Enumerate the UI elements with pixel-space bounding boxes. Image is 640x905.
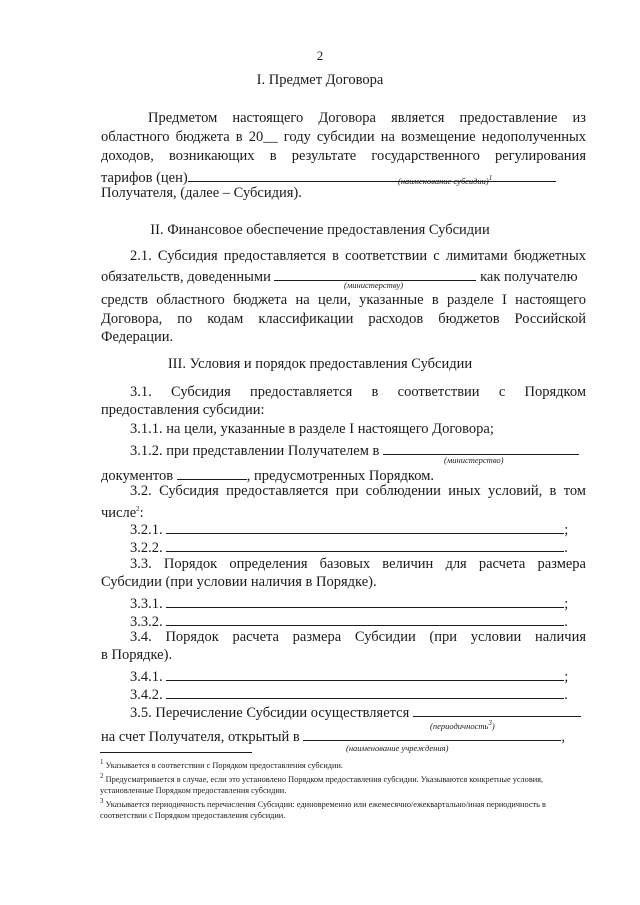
subsidy-name-caption: (наименование субсидии)$^1$ — [398, 174, 493, 186]
item-3-3-2: 3.3.2. . — [130, 611, 568, 631]
base-value-3-3-1-field[interactable] — [166, 593, 564, 608]
subsidy-name-field[interactable] — [188, 167, 556, 182]
item-3-4-2: 3.4.2. . — [130, 684, 568, 704]
section-2-line-3: средств областного бюджета на цели, указанные в разделе I настоящего — [101, 292, 586, 308]
section-1-line-5: Получателя, (далее – Субсидия). — [101, 185, 302, 201]
tariff-label: тарифов (цен) — [101, 170, 188, 186]
item-3-5: 3.5. Перечисление Субсидии осуществляется — [130, 702, 581, 722]
item-3-3: 3.3. Порядок определения базовых величин для расчета размера — [130, 556, 586, 572]
documents-field[interactable] — [177, 465, 247, 480]
section-1-line-3: доходов, возникающих в результате государственного регулирования — [101, 148, 586, 164]
section-3-line-1: 3.1. Субсидия предоставляется в соответствии с Порядком — [130, 384, 586, 400]
calc-3-4-1-field[interactable] — [166, 666, 564, 681]
institution-field[interactable] — [303, 726, 561, 741]
section-1-line-1: Предметом настоящего Договора является предоставление из — [148, 110, 586, 126]
section-1-title: I. Предмет Договора — [256, 72, 384, 88]
item-3-2-1: 3.2.1. ; — [130, 519, 568, 539]
item-3-1-1: 3.1.1. на цели, указанные в разделе I настоящего Договора; — [130, 421, 494, 437]
section-2-line-2: обязательств, доведенными как получателю — [101, 266, 578, 286]
periodicity-caption: (периодичность$^3$) — [430, 719, 495, 731]
section-3-line-9: Субсидии (при условии наличия в Порядке). — [101, 574, 377, 590]
item-3-2-2: 3.2.2. . — [130, 537, 568, 557]
section-2-line-5: Федерации. — [101, 329, 174, 345]
ministry-caption: (министерству) — [344, 280, 404, 290]
item-3-3-1: 3.3.1. ; — [130, 593, 568, 613]
section-2-title: II. Финансовое обеспечение предоставления Субсидии — [150, 222, 490, 238]
institution-caption: (наименование учреждения) — [346, 743, 449, 753]
footnote-3: $^3$ Указывается периодичность перечисления Субсидии: единовременно или ежемесячно/ежеквартально/иная периодичность в соответствии с Порядком предоставления субсидии. — [100, 797, 546, 820]
condition-3-2-1-field[interactable] — [166, 519, 564, 534]
section-3-line-13: на счет Получателя, открытый в , — [101, 726, 565, 746]
section-1-line-2: областного бюджета в 20__ году субсидии на возмещение недополученных — [101, 129, 586, 145]
page-number: 2 — [316, 48, 324, 63]
item-3-4-1: 3.4.1. ; — [130, 666, 568, 686]
footnote-2: $^2$ Предусматривается в случае, если это установлено Порядком предоставления субсидии. Указываются конкретные условия, установленные Порядком предоставления субсидии. — [100, 772, 544, 795]
ministry-field[interactable] — [274, 266, 476, 281]
item-3-4: 3.4. Порядок расчета размера Субсидии (при условии наличия — [130, 629, 586, 645]
item-3-2: 3.2. Субсидия предоставляется при соблюдении иных условий, в том — [130, 483, 586, 499]
section-3-line-2: предоставления субсидии: — [101, 402, 265, 418]
item-3-1-2: 3.1.2. при представлении Получателем в — [130, 440, 579, 460]
section-2-line-1: 2.1. Субсидия предоставляется в соответствии с лимитами бюджетных — [130, 248, 586, 264]
footnote-separator — [100, 752, 252, 753]
footnote-1: $^1$ Указывается в соответствии с Порядком предоставления субсидии. — [100, 758, 343, 770]
periodicity-field[interactable] — [413, 702, 581, 717]
section-3-line-5: документов , предусмотренных Порядком. — [101, 465, 434, 485]
ministry-caption-2: (министерство) — [444, 455, 504, 465]
calc-3-4-2-field[interactable] — [166, 684, 564, 699]
condition-3-2-2-field[interactable] — [166, 537, 564, 552]
section-3-line-11: в Порядке). — [101, 647, 173, 663]
section-2-line-4: Договора, по кодам классификации расходов бюджетов Российской — [101, 311, 586, 327]
ministry-documents-field[interactable] — [383, 440, 579, 455]
section-3-title: III. Условия и порядок предоставления Субсидии — [167, 356, 473, 372]
base-value-3-3-2-field[interactable] — [166, 611, 564, 626]
section-3-line-7: числе$^2$: — [101, 504, 144, 521]
